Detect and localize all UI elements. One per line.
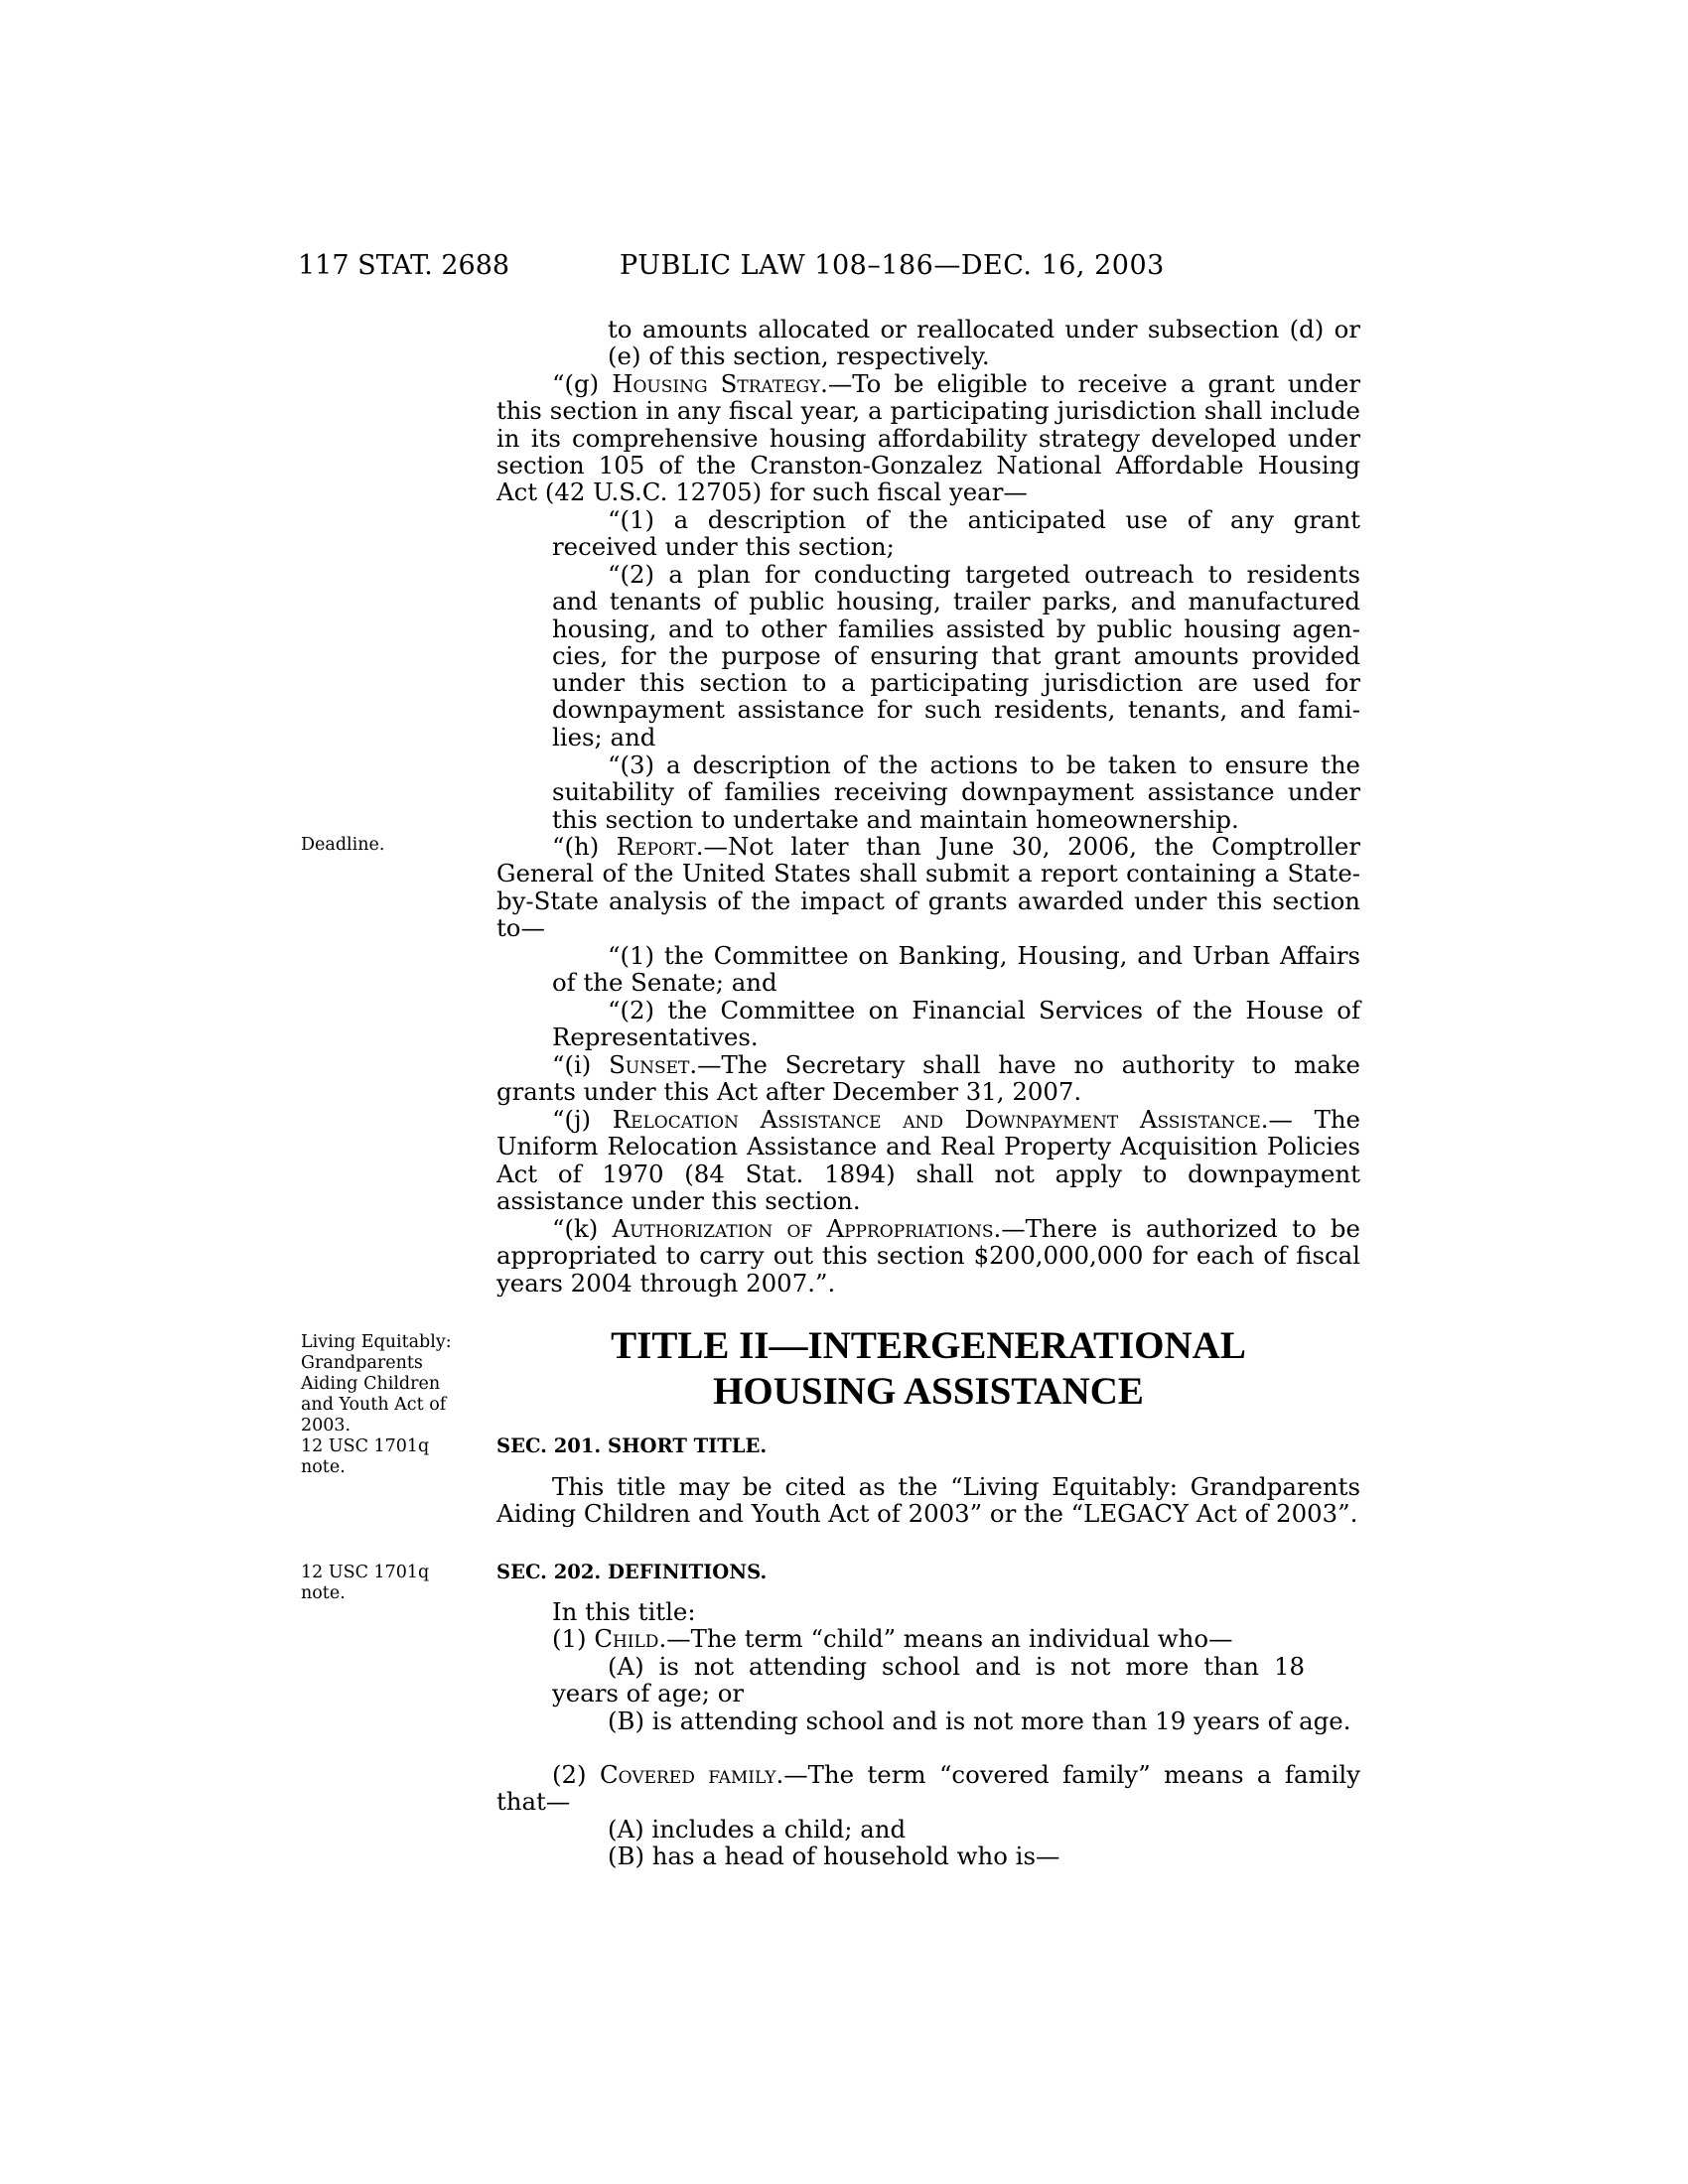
paragraph-g2: “(2) a plan for conducting targeted outreach to residents and tenants of public housing, trailer parks, and manufactured housing, and to other families assisted by public housing agencies, for the purpose of ensuring that grant amounts provided under this section to a participating jurisdiction are used for downpayment assistance for such residents, tenants, and families; and <box>552 560 1360 751</box>
sec-201-text: This title may be cited as the “Living Equitably: Grandparents Aiding Children and Youth Act of 2003” or the “LEGACY Act of 2003”. <box>496 1472 1360 1529</box>
paragraph-h2: “(2) the Committee on Financial Services of the House of Representatives. <box>552 996 1360 1052</box>
subsection-f-continuation: to amounts allocated or reallocated under subsection (d) or (e) of this section, respectively. <box>608 315 1360 371</box>
running-head: PUBLIC LAW 108–186—DEC. 16, 2003 <box>620 250 1165 281</box>
definition-covered-family: (2) Covered family.—The term “covered family” means a family that— <box>496 1760 1360 1817</box>
definition-covered-family-b: (B) has a head of household who is— <box>608 1842 1060 1870</box>
paragraph-g1: “(1) a description of the anticipated use of any grant received under this section; <box>552 505 1360 562</box>
definition-covered-family-a: (A) includes a child; and <box>608 1815 907 1843</box>
title-ii-line1: TITLE II—INTERGENERATIONAL <box>611 1324 1246 1367</box>
subsection-i: “(i) Sunset.—The Secretary shall have no authority to make grants under this Act after December 31, 2007. <box>496 1050 1360 1107</box>
subsection-h: “(h) Report.—Not later than June 30, 2006, the Comptroller General of the United States shall submit a report containing a State-by-State analysis of the impact of grants awarded under this section to— <box>496 832 1360 942</box>
stat-page-number: 117 STAT. 2688 <box>298 250 510 281</box>
definition-child: (1) Child.—The term “child” means an individual who— <box>552 1624 1233 1653</box>
definition-child-b: (B) is attending school and is not more than 19 years of age. <box>608 1706 1351 1735</box>
definition-child-heading: Child <box>594 1624 659 1653</box>
paragraph-h1: “(1) the Committee on Banking, Housing, and Urban Affairs of the Senate; and <box>552 941 1360 998</box>
subsection-h-heading: Report <box>616 832 696 861</box>
sec-201-heading: SEC. 201. SHORT TITLE. <box>496 1434 768 1457</box>
subsection-i-heading: Sunset <box>609 1050 690 1079</box>
paragraph-g3: “(3) a description of the actions to be taken to ensure the suitability of families receiving downpayment assistance under this section to undertake and maintain homeownership. <box>552 751 1360 834</box>
margin-note-title-ii: Living Equitably: Grandparents Aiding Children and Youth Act of 2003. 12 USC 1701q note. <box>301 1332 452 1477</box>
title-ii-line2: HOUSING ASSISTANCE <box>713 1370 1144 1413</box>
subsection-j-heading: Relocation Assistance and Downpayment Assistance <box>612 1105 1261 1134</box>
definition-child-a: (A) is not attending school and is not more than 18 years of age; or <box>552 1652 1305 1708</box>
sec-202-heading: SEC. 202. DEFINITIONS. <box>496 1561 768 1583</box>
title-ii-heading <box>496 1323 1360 1415</box>
subsection-j: “(j) Relocation Assistance and Downpayment Assistance.— The Uniform Relocation Assistance and Real Property Acquisition Policies Act of 1970 (84 Stat. 1894) shall not apply to downpayment assistance under this section. <box>496 1105 1360 1215</box>
subsection-k-heading: Authorization of Appropriations <box>612 1214 994 1243</box>
definition-covered-family-heading: Covered family <box>600 1760 776 1789</box>
subsection-g: “(g) Housing Strategy.—To be eligible to receive a grant under this section in any fiscal year, a participating jurisdiction shall include in its comprehensive housing affordability strategy developed under section 105 of the Cranston-Gonzalez National Affordable Housing Act (42 U.S.C. 12705) for such fiscal year— <box>496 369 1361 507</box>
subsection-g-heading: Housing Strategy <box>612 369 821 398</box>
margin-note-sec-202: 12 USC 1701q note. <box>301 1563 430 1603</box>
subsection-k: “(k) Authorization of Appropriations.—There is authorized to be appropriated to carry out this section $200,000,000 for each of fiscal years 2004 through 2007.”. <box>496 1214 1360 1297</box>
page-header <box>0 250 1688 290</box>
margin-note-deadline: Deadline. <box>301 835 385 855</box>
sec-202-intro: In this title: <box>552 1597 696 1626</box>
